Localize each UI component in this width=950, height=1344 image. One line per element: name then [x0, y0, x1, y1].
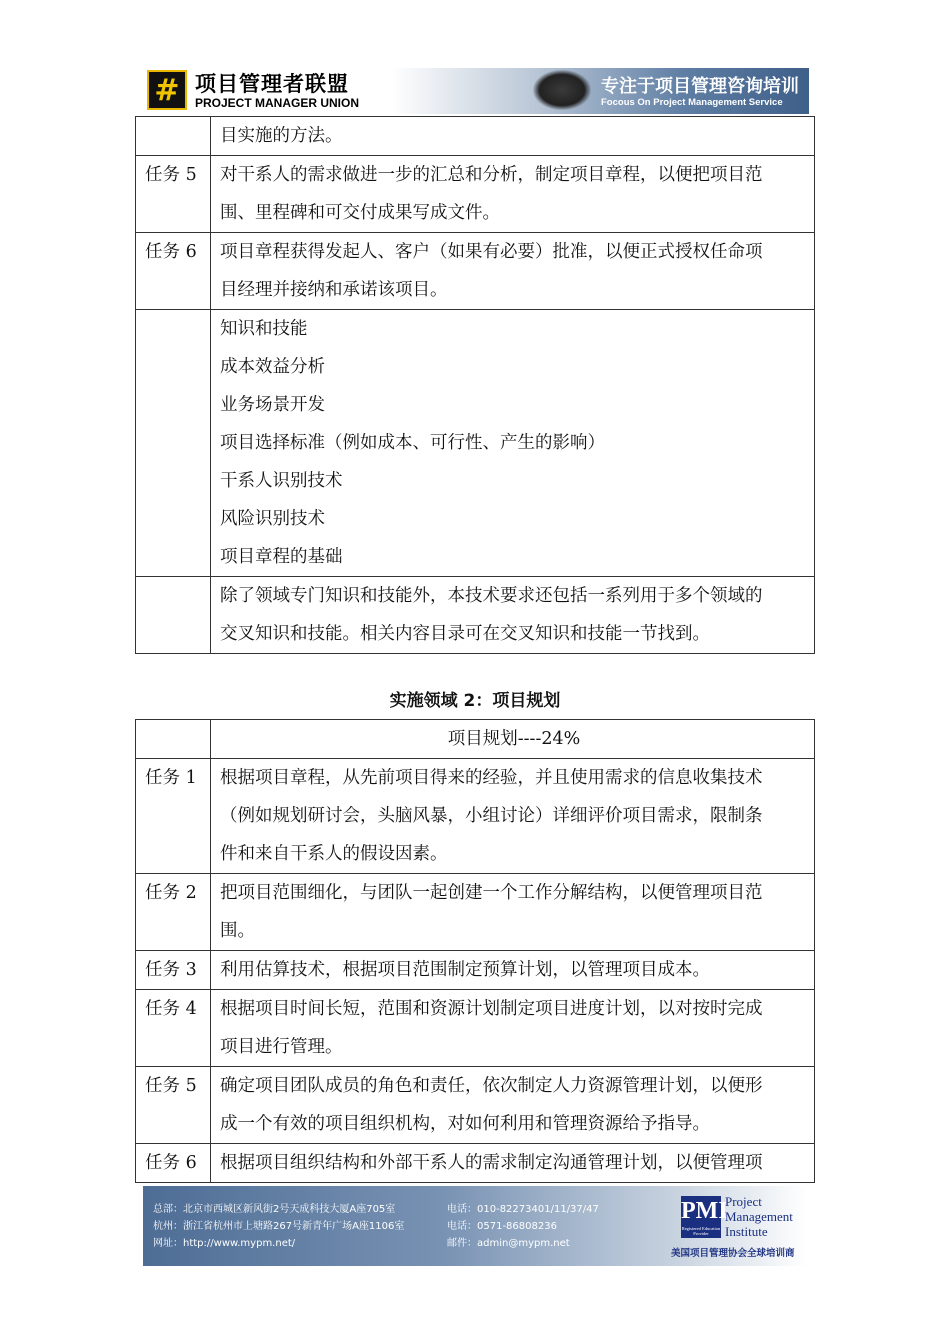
description-line: 项目进行管理。 [220, 1037, 343, 1057]
table-row [136, 1067, 815, 1144]
task-label: 任务 6 [136, 1144, 211, 1183]
pmi-logo-text: PMI [681, 1198, 728, 1224]
logo-icon: # [147, 70, 187, 110]
task-label: 任务 1 [136, 759, 211, 874]
task-label [136, 310, 211, 577]
table-row [136, 759, 815, 874]
slogan-cn: 专注于项目管理咨询培训 [601, 76, 799, 97]
slogan-en: Focous On Project Management Service [601, 97, 783, 108]
footer-email[interactable]: 邮件：admin@mypm.net [447, 1238, 570, 1249]
footer-website[interactable]: 网址：http://www.mypm.net/ [153, 1238, 296, 1249]
description-line: 利用估算技术，根据项目范围制定预算计划，以管理项目成本。 [220, 960, 710, 980]
footer-phone-2: 电话：0571-86808236 [447, 1221, 557, 1232]
description-line: 根据项目时间长短，范围和资源计划制定项目进度计划，以对按时完成 [220, 999, 763, 1019]
section-title: 实施领域 2：项目规划 [389, 691, 561, 711]
task-label: 任务 5 [136, 156, 211, 233]
task-description [211, 874, 815, 951]
task-label: 任务 6 [136, 233, 211, 310]
description-line: 业务场景开发 [220, 395, 325, 415]
table-header-row [136, 720, 815, 759]
handshake-icon [533, 70, 591, 110]
task-description [211, 1067, 815, 1144]
description-line: 知识和技能 [220, 319, 308, 339]
table-row [136, 310, 815, 577]
description-line: 项目章程获得发起人、客户（如果有必要）批准，以便正式授权任命项 [220, 242, 763, 262]
description-line: 目实施的方法。 [220, 126, 343, 146]
task-table-initiating [135, 116, 815, 654]
description-line: 干系人识别技术 [220, 471, 343, 491]
task-table-planning [135, 719, 815, 1183]
header-label-cell [136, 720, 211, 759]
description-line: 把项目范围细化，与团队一起创建一个工作分解结构，以便管理项目范 [220, 883, 763, 903]
table-row [136, 874, 815, 951]
task-label [136, 117, 211, 156]
page-header [143, 66, 809, 116]
table-row [136, 233, 815, 310]
task-description [211, 990, 815, 1067]
description-line: 根据项目章程，从先前项目得来的经验，并且使用需求的信息收集技术 [220, 768, 763, 788]
description-line: 围。 [220, 921, 255, 941]
task-description [211, 1144, 815, 1183]
task-label: 任务 4 [136, 990, 211, 1067]
table-row [136, 1144, 815, 1183]
table-row [136, 577, 815, 654]
task-description [211, 117, 815, 156]
logo-subtitle: PROJECT MANAGER UNION [195, 96, 360, 110]
description-line: 根据项目组织结构和外部干系人的需求制定沟通管理计划，以便管理项 [220, 1153, 763, 1173]
table-row [136, 117, 815, 156]
task-description [211, 233, 815, 310]
description-line: 确定项目团队成员的角色和责任，依次制定人力资源管理计划，以便形 [220, 1076, 763, 1096]
description-line: 风险识别技术 [220, 509, 325, 529]
task-label: 任务 2 [136, 874, 211, 951]
pmi-caption: 美国项目管理协会全球培训商 [671, 1248, 795, 1259]
description-line: 围、里程碑和可交付成果写成文件。 [220, 203, 500, 223]
description-line: 交叉知识和技能。相关内容目录可在交叉知识和技能一节找到。 [220, 624, 710, 644]
task-description [211, 951, 815, 990]
description-line: 成本效益分析 [220, 357, 325, 377]
pmi-name-line: Institute [725, 1224, 768, 1239]
description-line: 目经理并接纳和承诺该项目。 [220, 280, 448, 300]
table-row [136, 951, 815, 990]
table-row [136, 156, 815, 233]
page-footer [143, 1186, 807, 1266]
description-line: （例如规划研讨会，头脑风暴，小组讨论）详细评价项目需求，限制条 [220, 806, 763, 826]
domain-weight-header: 项目规划----24% [211, 720, 815, 759]
task-description [211, 759, 815, 874]
task-label: 任务 3 [136, 951, 211, 990]
task-label [136, 577, 211, 654]
pmi-name [725, 1194, 793, 1239]
footer-phone-1: 电话：010-82273401/11/37/47 [447, 1204, 599, 1215]
pmi-logo-icon [681, 1196, 728, 1238]
footer-hz-address: 杭州：浙江省杭州市上塘路267号新青年广场A座1106室 [153, 1221, 405, 1232]
footer-hq-address: 总部：北京市西城区新风街2号天成科技大厦A座705室 [153, 1204, 396, 1215]
task-description [211, 577, 815, 654]
task-description [211, 156, 815, 233]
logo-title: 项目管理者联盟 [195, 72, 349, 96]
description-line: 除了领域专门知识和技能外，本技术要求还包括一系列用于多个领域的 [220, 586, 763, 606]
task-description [211, 310, 815, 577]
pmi-rep-label: Registered Education Provider [681, 1226, 721, 1236]
table-row [136, 990, 815, 1067]
pmi-name-line: Project [725, 1194, 762, 1209]
description-line: 成一个有效的项目组织机构，对如何利用和管理资源给予指导。 [220, 1114, 710, 1134]
pmi-name-line: Management [725, 1209, 793, 1224]
description-line: 件和来自干系人的假设因素。 [220, 844, 448, 864]
description-line: 项目章程的基础 [220, 547, 343, 567]
task-label: 任务 5 [136, 1067, 211, 1144]
description-line: 项目选择标准（例如成本、可行性、产生的影响） [220, 433, 605, 453]
description-line: 对干系人的需求做进一步的汇总和分析，制定项目章程，以便把项目范 [220, 165, 763, 185]
